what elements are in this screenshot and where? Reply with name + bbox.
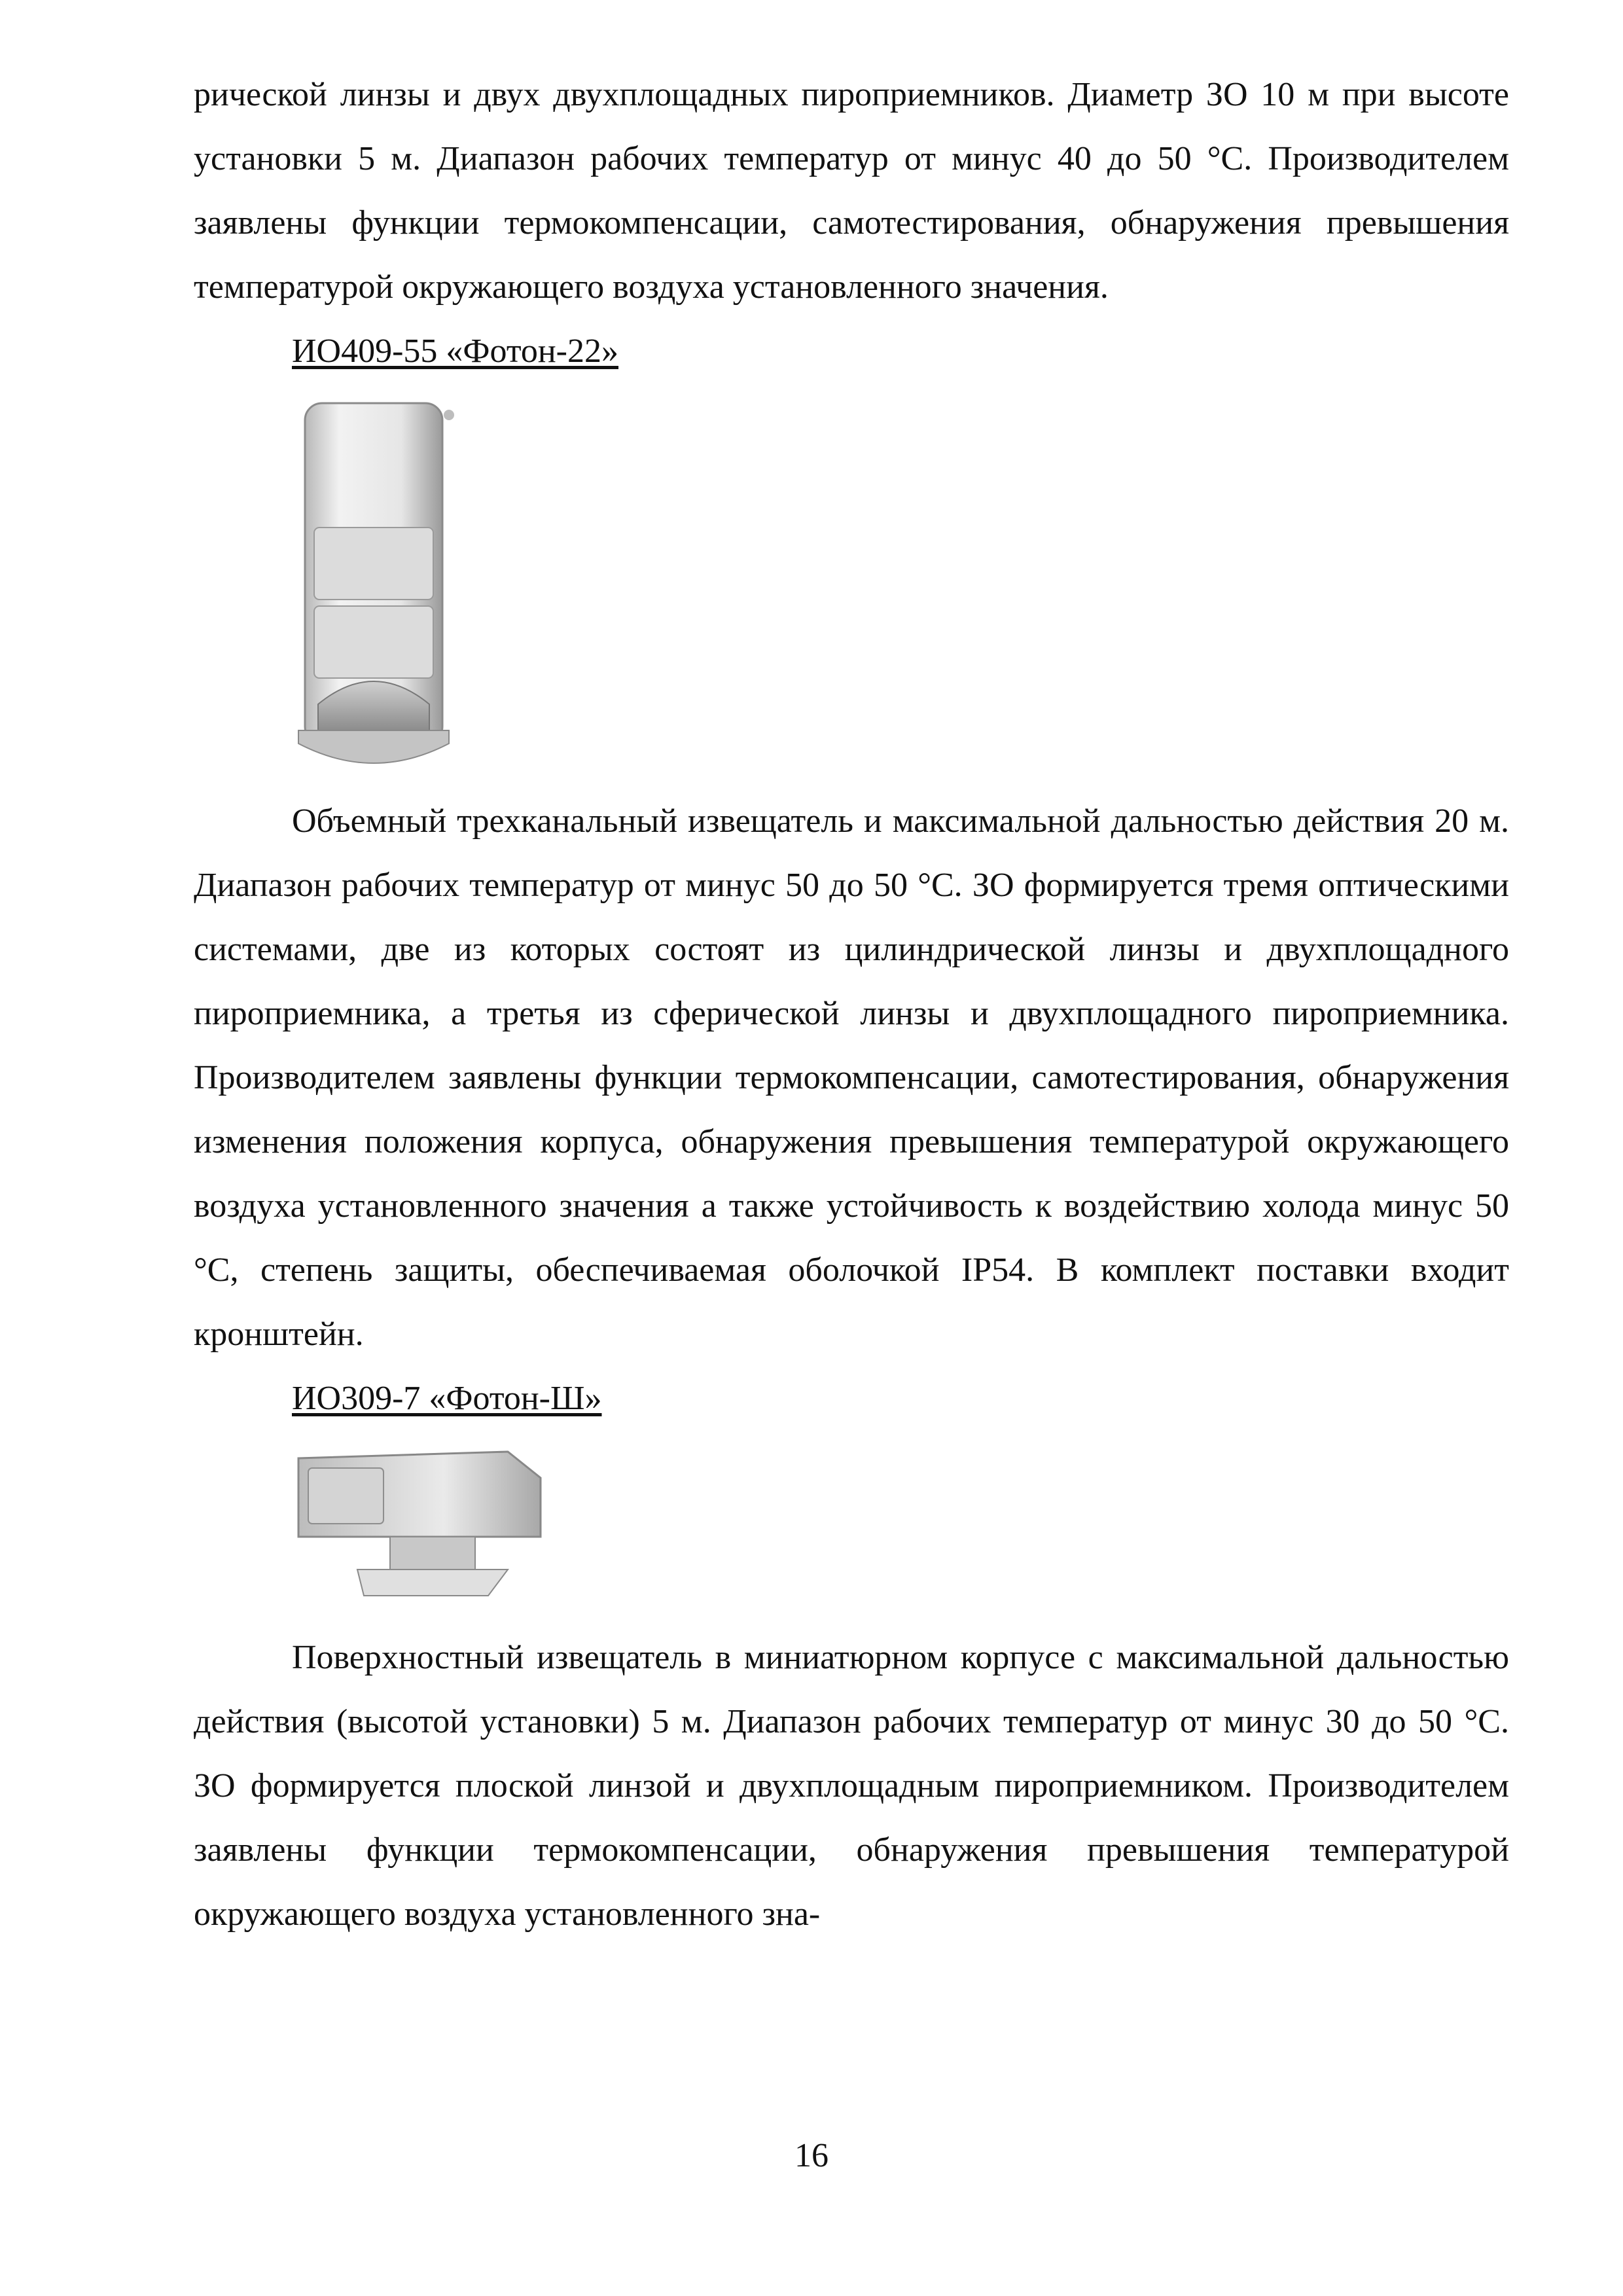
- foton-sh-description: Поверхностный извещатель в миниатюрном корпусе с максимальной дальностью действия (высотой установки) 5 м. Диапазон рабочих температур от минус 30 до 50 °С. ЗО формируется плоской линзой и двухплощадным пироприемником. Производителем заявлены функции термокомпенсации, обнаружения превышения температурой окружающего воздуха установленного зна-: [194, 1639, 1509, 1933]
- document-page: [194, 63, 1509, 1946]
- intro-paragraph: рической линзы и двух двухплощадных пироприемников. Диаметр ЗО 10 м при высоте установки 5 м. Диапазон рабочих температур от минус 40 до 50 °С. Производителем заявлены функции термокомпенсации, самотестирования, обнаружения превышения температурой окружающего воздуха установленного значения.: [194, 76, 1509, 306]
- foton-sh-detector-image: [292, 1439, 554, 1602]
- foton-22-photo: [292, 390, 462, 770]
- foton-22-heading: ИО409-55 «Фотон-22»: [292, 332, 619, 370]
- foton-22-description: Объемный трехканальный извещатель и максимальной дальностью действия 20 м. Диапазон рабочих температур от минус 50 до 50 °С. ЗО формируется тремя оптическими системами, две из которых состоят из цилиндрической линзы и двухплощадного пироприемника, а третья из сферической линзы и двухплощадного пироприемника. Производителем заявлены функции термокомпенсации, самотестирования, обнаружения изменения положения корпуса, обнаружения превышения температурой окружающего воздуха установленного значения а также устойчивость к воздействию холода минус 50 °С, степень защиты, обеспечиваемая оболочкой IP54. В комплект поставки входит кронштейн.: [194, 802, 1509, 1353]
- foton-sh-heading: ИО309-7 «Фотон-Ш»: [292, 1380, 602, 1417]
- page-number: 16: [794, 2137, 829, 2174]
- foton-22-detector-image: [292, 390, 462, 770]
- foton-sh-photo: [292, 1439, 554, 1602]
